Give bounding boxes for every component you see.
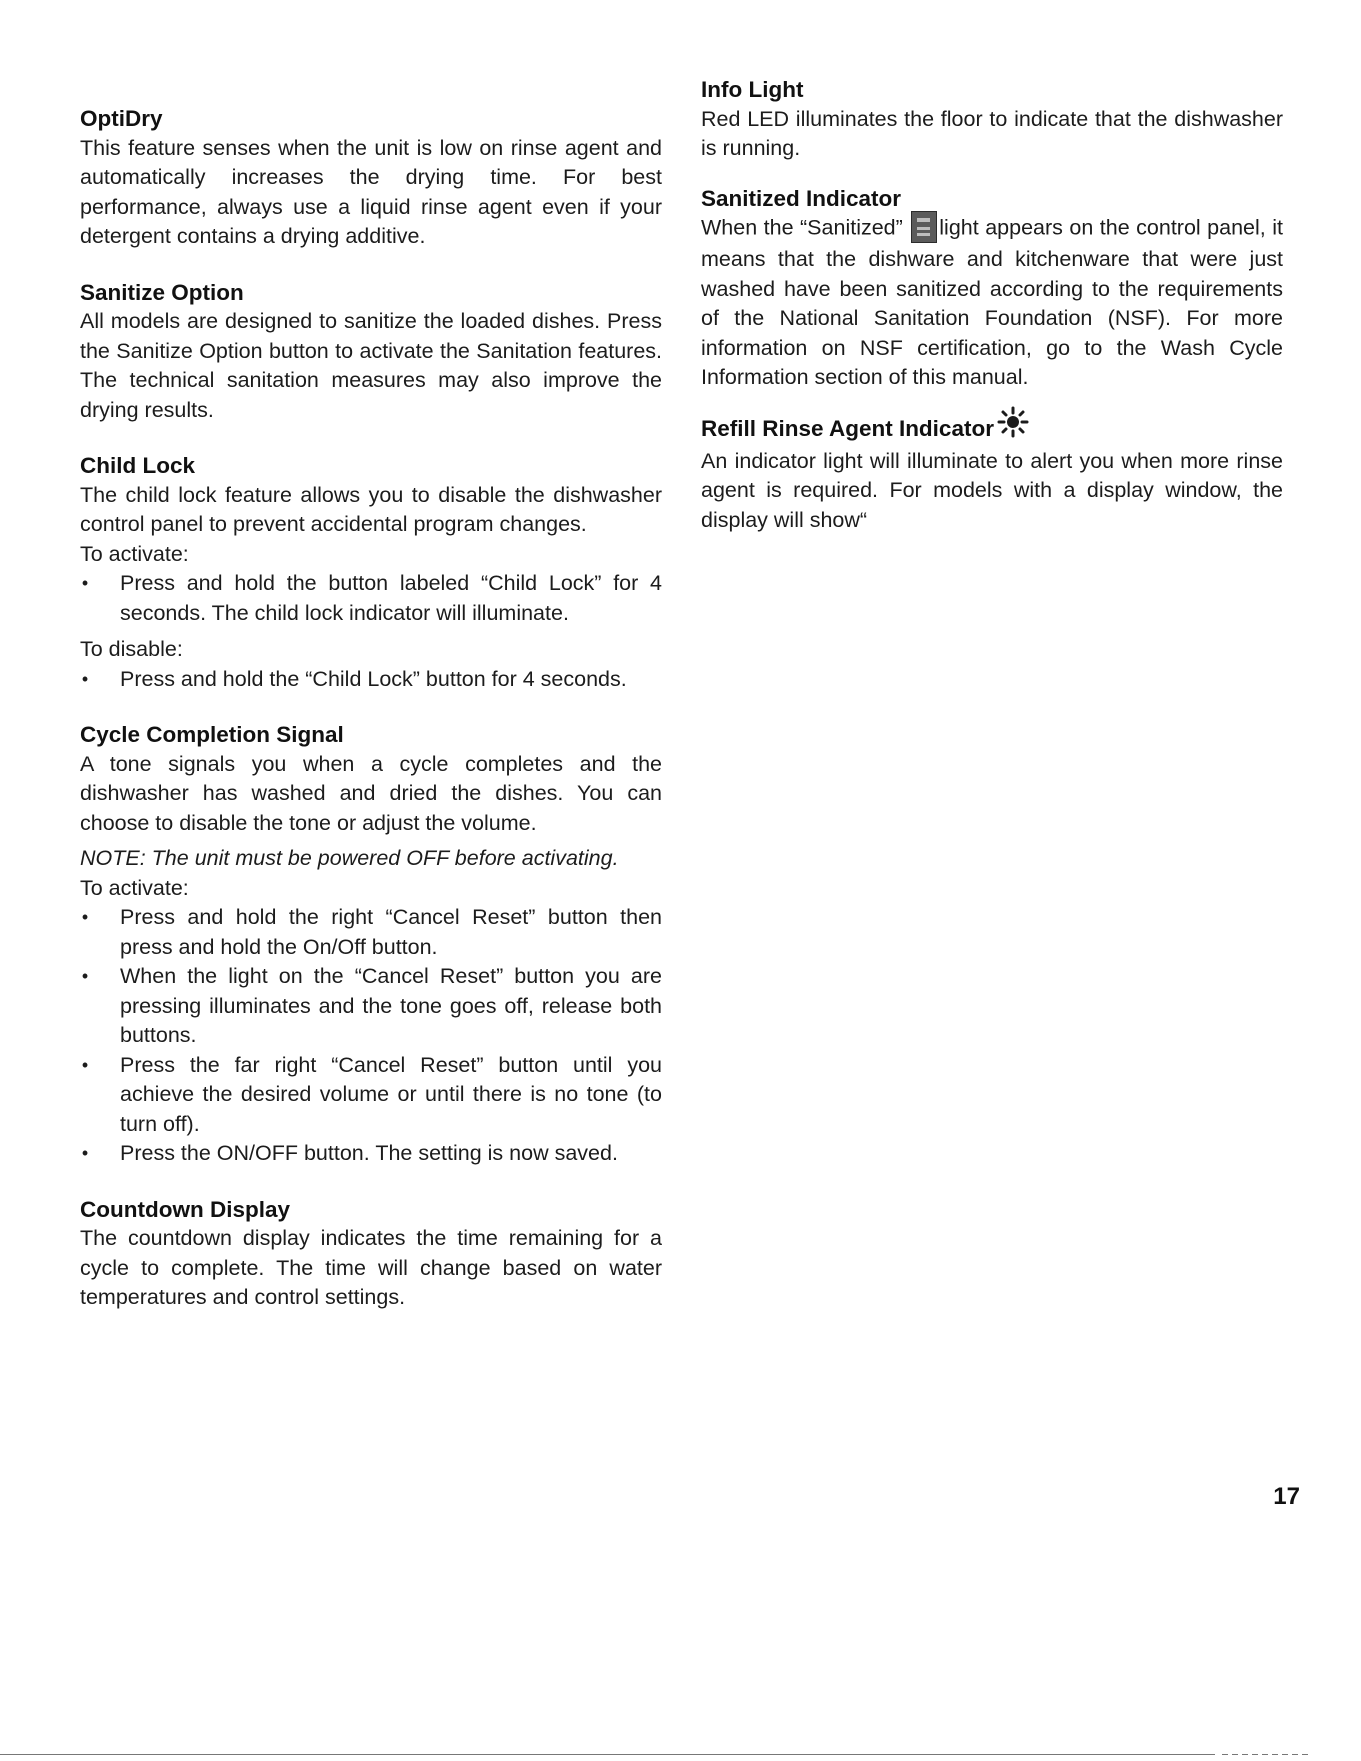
- section-optidry: [80, 104, 662, 252]
- page-number: 17: [1273, 1483, 1300, 1510]
- list-item: • Press the ON/OFF button. The setting is now saved.: [81, 1141, 618, 1165]
- section-info-light: [701, 75, 1283, 164]
- text-sanitize-option: All models are designed to sanitize the loaded dishes. Press the Sanitize Option button to activate the Sanitation features. The technical sanitation measures may also improve the drying results.: [80, 309, 662, 422]
- list-child-lock-activate: [80, 569, 662, 628]
- list-child-lock-disable: [80, 665, 662, 695]
- list-item: • Press and hold the right “Cancel Reset” button then press and hold the On/Off button.: [81, 905, 662, 959]
- sanitized-indicator-icon: [911, 211, 937, 243]
- heading-cycle-completion: Cycle Completion Signal: [80, 722, 344, 747]
- text-child-lock: The child lock feature allows you to disable the dishwasher control panel to prevent accidental program changes.: [80, 482, 662, 536]
- footer-rule: [0, 1754, 1215, 1755]
- section-refill-rinse-agent: [701, 413, 1283, 536]
- right-column: [701, 75, 1283, 561]
- left-column: [80, 104, 662, 1339]
- heading-countdown-display: Countdown Display: [80, 1196, 290, 1222]
- text-info-light: Red LED illuminates the floor to indicate that the dishwasher is running.: [701, 106, 1283, 160]
- list-item: • Press and hold the “Child Lock” button for 4 seconds.: [81, 666, 627, 691]
- heading-sanitize-option: Sanitize Option: [80, 279, 244, 305]
- heading-sanitized-indicator: Sanitized Indicator: [701, 185, 902, 211]
- section-countdown-display: [80, 1195, 662, 1313]
- section-child-lock: [80, 451, 662, 694]
- label-child-lock-activate: To activate:: [80, 541, 189, 566]
- section-sanitized-indicator: [701, 184, 1283, 393]
- text-refill-rinse-agent: An indicator light will illuminate to alert you when more rinse agent is required. For models with a display window, the display will show“: [701, 448, 1283, 532]
- heading-child-lock: Child Lock: [80, 453, 196, 478]
- section-sanitize-option: [80, 278, 662, 426]
- list-item: • When the light on the “Cancel Reset” button you are pressing illuminates and the tone goes off, release both buttons.: [81, 964, 662, 1047]
- heading-refill-rinse-agent: Refill Rinse Agent Indicator: [701, 413, 1283, 447]
- list-item: • Press the far right “Cancel Reset” button until you achieve the desired volume or until there is no tone (to turn off).: [81, 1052, 662, 1136]
- section-cycle-completion: [80, 720, 662, 1169]
- label-child-lock-disable: To disable:: [80, 637, 183, 661]
- note-power-off: NOTE: The unit must be powered OFF before activating.: [80, 846, 619, 870]
- footer-rule-dashes: [1222, 1754, 1312, 1755]
- label-cycle-activate: To activate:: [80, 875, 189, 900]
- heading-optidry: OptiDry: [80, 106, 163, 131]
- list-item: • Press and hold the button labeled “Child Lock” for 4 seconds. The child lock indicator will illuminate.: [81, 571, 662, 625]
- heading-info-light: Info Light: [701, 77, 804, 102]
- text-cycle-completion: A tone signals you when a cycle completes and the dishwasher has washed and dried the dishes. You can choose to disable the tone or adjust the volume.: [80, 751, 662, 835]
- text-sanitized-indicator: When the “Sanitized” light appears on the control panel, it means that the dishware and kitchenware that were just washed have been sanitized according to the requirements of the National Sanitation Foundation (NSF). For more information on NSF certification, go to the Wash Cycle Information section of this manual.: [701, 213, 1283, 393]
- text-optidry: This feature senses when the unit is low on rinse agent and automatically increases the drying time. For best performance, always use a liquid rinse agent even if your detergent contains a drying additive.: [80, 135, 662, 248]
- rinse-agent-sun-icon: [996, 405, 1030, 439]
- text-countdown-display: The countdown display indicates the time remaining for a cycle to complete. The time will change based on water temperatures and control settings.: [80, 1226, 662, 1309]
- list-cycle-activate: [80, 903, 662, 1169]
